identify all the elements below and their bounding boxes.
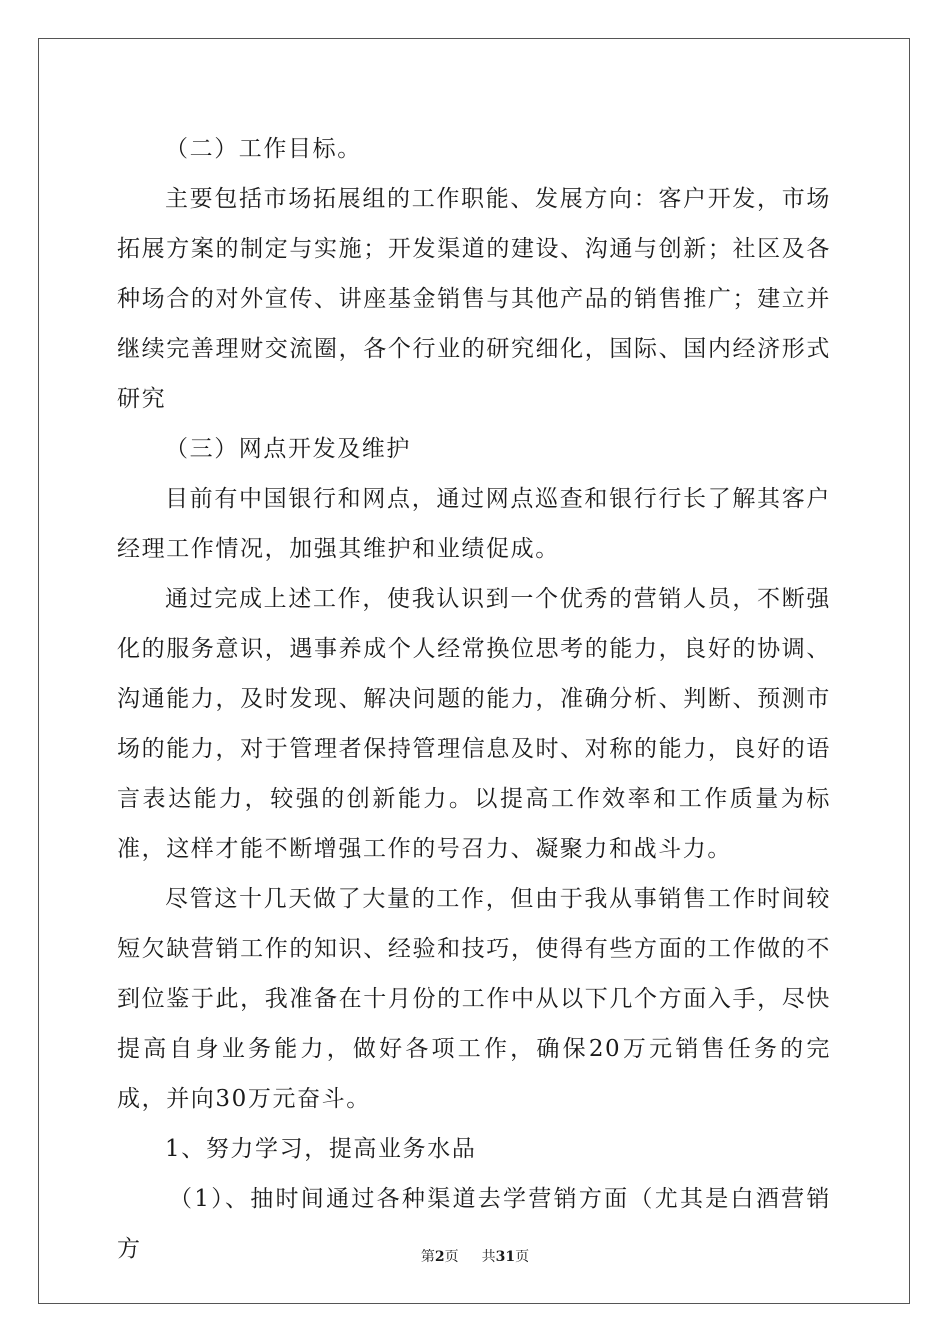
page-footer xyxy=(0,1246,950,1266)
list-item-study-1: （1）、抽时间通过各种渠道去学营销方面（尤其是白酒营销方 xyxy=(117,1186,831,1262)
footer-total-suffix: 页 xyxy=(515,1249,530,1265)
footer-page-prefix: 第 xyxy=(420,1249,435,1265)
paragraph-outlets: 目前有中国银行和网点，通过网点巡查和银行行长了解其客户经理工作情况，加强其维护和业绩促成。 xyxy=(117,486,831,562)
footer-page-suffix: 页 xyxy=(444,1249,459,1265)
footer-page-number: 2 xyxy=(434,1249,445,1265)
section-heading-outlets: （三）网点开发及维护 xyxy=(165,436,411,462)
paragraph-plan: 尽管这十几天做了大量的工作，但由于我从事销售工作时间较短欠缺营销工作的知识、经验和技巧，使得有些方面的工作做的不到位鉴于此，我准备在十月份的工作中从以下几个方面入手，尽快提高自身业务能力，做好各项工作，确保20万元销售任务的完成，并向30万元奋斗。 xyxy=(117,886,831,1112)
paragraph-goals: 主要包括市场拓展组的工作职能、发展方向：客户开发，市场拓展方案的制定与实施；开发渠道的建设、沟通与创新；社区及各种场合的对外宣传、讲座基金销售与其他产品的销售推广；建立并继续完善理财交流圈，各个行业的研究细化，国际、国内经济形式研究 xyxy=(117,186,831,412)
document-body xyxy=(117,124,831,1274)
section-heading-goals: （二）工作目标。 xyxy=(165,136,362,162)
footer-total-number: 31 xyxy=(495,1249,516,1265)
footer-total-prefix: 共 xyxy=(481,1249,496,1265)
list-heading-study: 1、努力学习，提高业务水品 xyxy=(165,1136,477,1162)
paragraph-summary: 通过完成上述工作，使我认识到一个优秀的营销人员，不断强化的服务意识，遇事养成个人经常换位思考的能力，良好的协调、沟通能力，及时发现、解决问题的能力，准确分析、判断、预测市场的能力，对于管理者保持管理信息及时、对称的能力，良好的语言表达能力，较强的创新能力。以提高工作效率和工作质量为标准，这样才能不断增强工作的号召力、凝聚力和战斗力。 xyxy=(117,586,831,862)
